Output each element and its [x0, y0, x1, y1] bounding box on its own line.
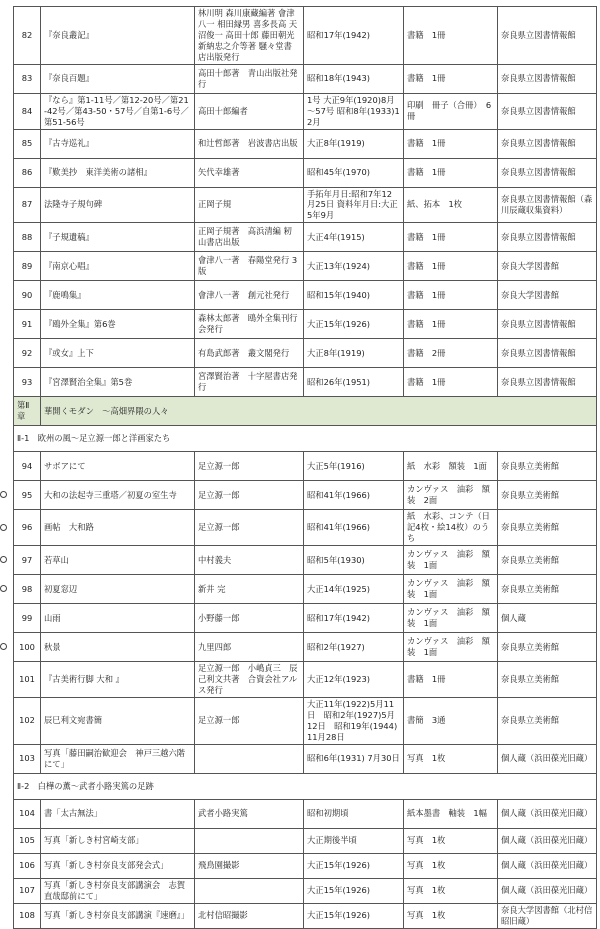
row-type: カンヴァス 油彩 額装 1面 [404, 604, 498, 633]
table-row [14, 903, 597, 928]
row-owner: 奈良県立美術館 [498, 510, 597, 546]
row-type: 書籍 1冊 [404, 129, 498, 158]
row-number: 105 [14, 828, 41, 853]
row-type: 書籍 1冊 [404, 223, 498, 252]
row-number: 99 [14, 604, 41, 633]
row-author [195, 828, 304, 853]
row-date: 大正15年(1926) [304, 310, 404, 339]
row-number: 103 [14, 744, 41, 773]
circle-mark-icon [0, 556, 7, 563]
row-date: 大正4年(1915) [304, 223, 404, 252]
chapter-heading [14, 397, 597, 426]
row-date: 昭和15年(1940) [304, 281, 404, 310]
row-date: 昭和5年(1930) [304, 546, 404, 575]
row-owner: 奈良県立図書情報館 [498, 93, 597, 129]
row-number: 94 [14, 452, 41, 481]
row-title: 辰巳利文宛書簡 [41, 697, 195, 744]
row-author: 新井 完 [195, 575, 304, 604]
row-owner: 奈良県立美術館 [498, 575, 597, 604]
row-number: 93 [14, 368, 41, 397]
row-owner: 奈良大学図書館 [498, 252, 597, 281]
row-title: 『子規遺稿』 [41, 223, 195, 252]
row-title: 初夏窓辺 [41, 575, 195, 604]
row-owner: 個人蔵（浜田葆光旧蔵） [498, 828, 597, 853]
row-owner: 奈良県立美術館 [498, 662, 597, 698]
row-owner: 個人蔵（浜田葆光旧蔵） [498, 799, 597, 828]
table-row [14, 64, 597, 93]
exhibit-list-table [13, 6, 597, 929]
row-owner: 奈良県立美術館 [498, 546, 597, 575]
row-number: 85 [14, 129, 41, 158]
row-author: 和辻哲郎著 岩波書店出版 [195, 129, 304, 158]
table-row [14, 828, 597, 853]
table-row [14, 158, 597, 187]
row-date: 大正15年(1926) [304, 853, 404, 878]
row-author: 高田十郎編者 [195, 93, 304, 129]
row-title: 法隆寺子規句碑 [41, 187, 195, 223]
row-type: 書籍 1冊 [404, 281, 498, 310]
table-row [14, 878, 597, 903]
row-type: 書籍 2冊 [404, 339, 498, 368]
row-number: 87 [14, 187, 41, 223]
row-author: 宮澤賢治著 十字屋書店発行 [195, 368, 304, 397]
row-title: 『或女』上下 [41, 339, 195, 368]
row-owner: 奈良県立美術館 [498, 633, 597, 662]
row-type: 写真 1枚 [404, 853, 498, 878]
row-type: 書籍 1冊 [404, 64, 498, 93]
row-date: 昭和26年(1951) [304, 368, 404, 397]
row-title: 『古美術行脚 大和 』 [41, 662, 195, 698]
row-owner: 奈良県立図書情報館（森川辰蔵収集資料） [498, 187, 597, 223]
row-owner: 奈良県立図書情報館 [498, 7, 597, 65]
row-author: 武者小路実篤 [195, 799, 304, 828]
row-type: 書籍 1冊 [404, 662, 498, 698]
row-date: 昭和41年(1966) [304, 481, 404, 510]
row-number: 100 [14, 633, 41, 662]
row-date: 大正期後半頃 [304, 828, 404, 853]
row-author: 正岡子規著 高浜清編 籾山書店出版 [195, 223, 304, 252]
row-owner: 奈良大学図書館（北村信昭旧蔵） [498, 903, 597, 928]
row-author: 小野藤一郎 [195, 604, 304, 633]
row-owner: 個人蔵（浜田葆光旧蔵） [498, 853, 597, 878]
table-row [14, 223, 597, 252]
table-row [14, 310, 597, 339]
row-type: 書籍 1冊 [404, 310, 498, 339]
row-author: 足立源一郎 [195, 697, 304, 744]
table-row [14, 633, 597, 662]
row-author: 森林太郎著 鴎外全集刊行会発行 [195, 310, 304, 339]
row-owner: 奈良大学図書館 [498, 281, 597, 310]
row-date: 大正14年(1925) [304, 575, 404, 604]
row-type: カンヴァス 油彩 額装 2面 [404, 481, 498, 510]
row-title: 写真「新しき村奈良支部講演会 志賀直哉邸前にて」 [41, 878, 195, 903]
row-date: 大正15年(1926) [304, 878, 404, 903]
row-number: 91 [14, 310, 41, 339]
table-row [14, 604, 597, 633]
circle-mark-icon [0, 524, 7, 531]
table-row [14, 7, 597, 65]
row-author [195, 744, 304, 773]
row-author: 會津八一著 創元社発行 [195, 281, 304, 310]
row-owner: 奈良県立図書情報館 [498, 339, 597, 368]
row-owner: 奈良県立図書情報館 [498, 129, 597, 158]
row-type: 印刷 冊子（合冊） 6冊 [404, 93, 498, 129]
row-author: 林川明 森川康藏編著 會津八一 相田縁男 喜多長高 天沼俊一 高田十郎 藤田朝光 新納忠之介等著 騒々堂書店出版発行 [195, 7, 304, 65]
row-owner: 奈良県立図書情報館 [498, 368, 597, 397]
row-type: 書籍 1冊 [404, 252, 498, 281]
row-owner: 個人蔵 [498, 604, 597, 633]
row-type: 書籍 1冊 [404, 158, 498, 187]
row-owner: 奈良県立図書情報館 [498, 223, 597, 252]
row-number: 86 [14, 158, 41, 187]
row-number: 92 [14, 339, 41, 368]
row-author: 飛鳥園撮影 [195, 853, 304, 878]
row-type: カンヴァス 油彩 額装 1面 [404, 633, 498, 662]
row-title: 『古寺巡礼』 [41, 129, 195, 158]
row-title: 『鴎外全集』第6巻 [41, 310, 195, 339]
row-date: 大正13年(1924) [304, 252, 404, 281]
row-title: 写真「新しき村奈良支部講演『速磨』」 [41, 903, 195, 928]
row-title: 『宮澤賢治全集』第5巻 [41, 368, 195, 397]
row-title: 『なら』第1-11号／第12-20号／第21-42号／第43-50・57号／自第1-6号／第51-56号 [41, 93, 195, 129]
row-type: カンヴァス 油彩 額装 1面 [404, 546, 498, 575]
table-row [14, 481, 597, 510]
row-type: 紙、拓本 1枚 [404, 187, 498, 223]
row-number: 83 [14, 64, 41, 93]
row-type: 写真 1枚 [404, 828, 498, 853]
circle-mark-icon [0, 491, 7, 498]
row-date: 昭和17年(1942) [304, 604, 404, 633]
table-row [14, 93, 597, 129]
table-row [14, 187, 597, 223]
row-owner: 奈良県立美術館 [498, 452, 597, 481]
table-row [14, 252, 597, 281]
section-heading: Ⅱ-2 白樺の薫～武者小路実篤の足跡 [14, 773, 597, 799]
row-author: 足立源一郎 [195, 481, 304, 510]
row-date: 昭和初期頃 [304, 799, 404, 828]
row-author: 北村信昭撮影 [195, 903, 304, 928]
row-date: 手拓年月日:昭和7年12月25日 資料年月日:大正5年9月 [304, 187, 404, 223]
row-author [195, 878, 304, 903]
row-date: 昭和6年(1931) 7月30日 [304, 744, 404, 773]
table-row [14, 339, 597, 368]
row-owner: 奈良県立図書情報館 [498, 158, 597, 187]
row-title: 『歎美抄 東洋美術の諸相』 [41, 158, 195, 187]
row-date: 大正5年(1916) [304, 452, 404, 481]
row-title: 『奈良叢記』 [41, 7, 195, 65]
row-title: 画帖 大和路 [41, 510, 195, 546]
row-date: 大正11年(1922)5月11日 昭和2年(1927)5月12日 昭和19年(1944)11月28日 [304, 697, 404, 744]
row-number: 95 [14, 481, 41, 510]
row-type: 書籍 1冊 [404, 368, 498, 397]
section-heading-row [14, 773, 597, 799]
row-title: 写真「新しき村奈良支部発会式」 [41, 853, 195, 878]
row-number: 108 [14, 903, 41, 928]
row-type: 紙 水彩、コンテ（日記4枚・絵14枚）のうち [404, 510, 498, 546]
row-type: 紙 水彩 額装 1面 [404, 452, 498, 481]
row-author: 會津八一著 春陽堂発行 3版 [195, 252, 304, 281]
section-heading: Ⅱ-1 欧州の風～足立源一郎と洋画家たち [14, 426, 597, 452]
row-type: 書籍 1冊 [404, 7, 498, 65]
row-title: 写真「藤田嗣治歓迎会 神戸三越六階にて」 [41, 744, 195, 773]
row-owner: 個人蔵（浜田葆光旧蔵） [498, 744, 597, 773]
row-type: 写真 1枚 [404, 744, 498, 773]
row-author: 足立源一郎 [195, 452, 304, 481]
row-number: 82 [14, 7, 41, 65]
table-row [14, 452, 597, 481]
row-number: 107 [14, 878, 41, 903]
row-title: 山雨 [41, 604, 195, 633]
table-row [14, 368, 597, 397]
circle-mark-icon [0, 585, 7, 592]
row-type: 書簡 3通 [404, 697, 498, 744]
row-date: 昭和17年(1942) [304, 7, 404, 65]
row-owner: 奈良県立図書情報館 [498, 310, 597, 339]
row-author: 中村義夫 [195, 546, 304, 575]
row-number: 88 [14, 223, 41, 252]
row-number: 102 [14, 697, 41, 744]
row-date: 昭和45年(1970) [304, 158, 404, 187]
row-owner: 奈良県立図書情報館 [498, 64, 597, 93]
table-row [14, 799, 597, 828]
row-number: 89 [14, 252, 41, 281]
row-type: 写真 1枚 [404, 903, 498, 928]
row-title: 若草山 [41, 546, 195, 575]
table-row [14, 546, 597, 575]
row-number: 106 [14, 853, 41, 878]
row-title: 書「太古無法」 [41, 799, 195, 828]
row-number: 98 [14, 575, 41, 604]
circle-mark-icon [0, 643, 7, 650]
row-author: 足立源一郎 [195, 510, 304, 546]
table-row [14, 510, 597, 546]
row-date: 1号 大正9年(1920)8月～57号 昭和8年(1933)12月 [304, 93, 404, 129]
row-type: カンヴァス 油彩 額装 1面 [404, 575, 498, 604]
row-number: 84 [14, 93, 41, 129]
row-date: 大正12年(1923) [304, 662, 404, 698]
row-author: 有島武郎著 叢文閣発行 [195, 339, 304, 368]
row-owner: 奈良県立美術館 [498, 481, 597, 510]
row-author: 足立源一郎 小嶋貞三 辰己利文共著 合資会社アルス発行 [195, 662, 304, 698]
row-title: 秋景 [41, 633, 195, 662]
row-title: 『鹿鳴集』 [41, 281, 195, 310]
row-title: 『南京心唱』 [41, 252, 195, 281]
row-title: 写真「新しき村宮崎支部」 [41, 828, 195, 853]
row-type: 紙本墨書 軸装 1幅 [404, 799, 498, 828]
row-title: 『奈良百題』 [41, 64, 195, 93]
row-title: 大和の法起寺三重塔／初夏の室生寺 [41, 481, 195, 510]
row-author: 正岡子規 [195, 187, 304, 223]
row-owner: 奈良県立美術館 [498, 697, 597, 744]
table-row [14, 744, 597, 773]
row-date: 大正15年(1926) [304, 903, 404, 928]
table-row [14, 129, 597, 158]
row-number: 96 [14, 510, 41, 546]
row-number: 101 [14, 662, 41, 698]
row-author: 高田十郎著 青山出版社発行 [195, 64, 304, 93]
table-row [14, 853, 597, 878]
row-author: 九里四郎 [195, 633, 304, 662]
row-date: 昭和18年(1943) [304, 64, 404, 93]
row-date: 大正8年(1919) [304, 339, 404, 368]
chapter-label: 第Ⅱ章 [14, 397, 41, 426]
row-number: 97 [14, 546, 41, 575]
chapter-title: 華開くモダン ～高畑界隈の人々 [41, 397, 597, 426]
row-date: 昭和2年(1927) [304, 633, 404, 662]
row-date: 昭和41年(1966) [304, 510, 404, 546]
table-row [14, 281, 597, 310]
row-title: サボアにて [41, 452, 195, 481]
row-owner: 個人蔵（浜田葆光旧蔵） [498, 878, 597, 903]
table-row [14, 662, 597, 698]
section-heading-row [14, 426, 597, 452]
table-body [14, 7, 597, 929]
table-row [14, 697, 597, 744]
row-number: 90 [14, 281, 41, 310]
table-row [14, 575, 597, 604]
row-author: 矢代幸雄著 [195, 158, 304, 187]
row-date: 大正8年(1919) [304, 129, 404, 158]
row-number: 104 [14, 799, 41, 828]
row-type: 写真 1枚 [404, 878, 498, 903]
